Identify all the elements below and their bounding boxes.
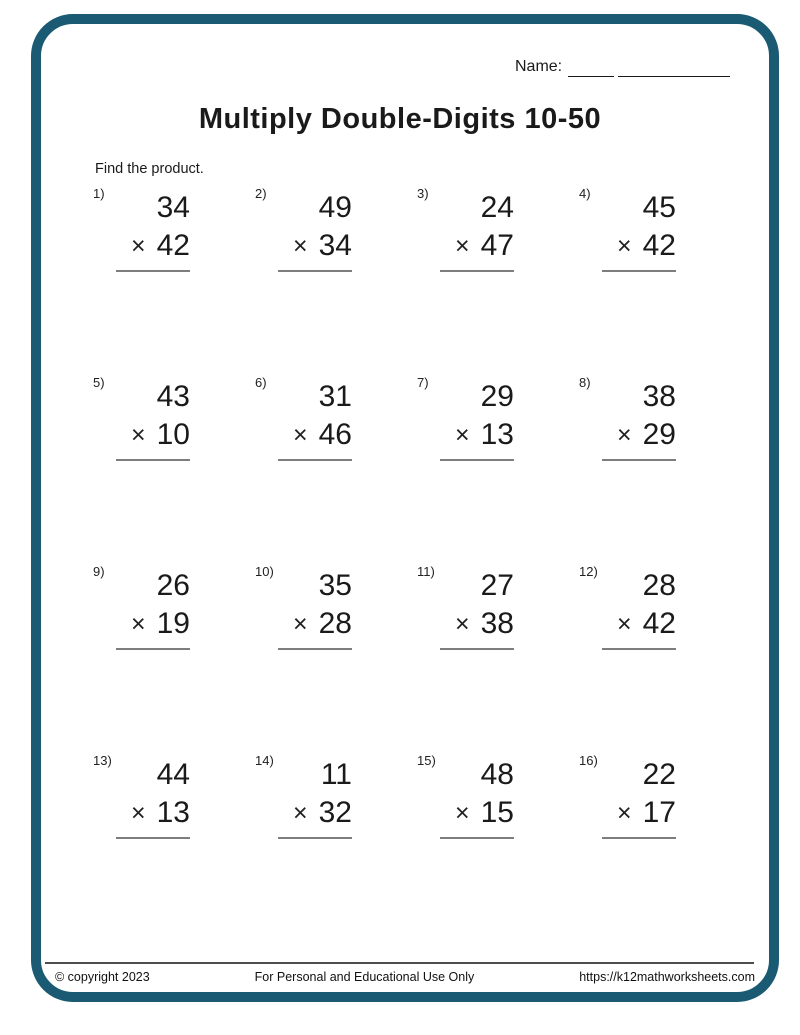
multiplier: 13 [480,418,514,451]
problem-number-label: 2) [255,186,267,201]
multiplicand: 48 [480,758,514,791]
problem-number-label: 7) [417,375,429,390]
multiplicand: 22 [642,758,676,791]
problem-work-area [108,750,190,839]
problem-work-area [270,183,352,272]
times-sign: × [455,232,470,260]
multiplier: 13 [156,796,190,829]
problem-6 [252,372,414,561]
times-sign: × [617,421,632,449]
answer-line [116,837,190,839]
multiplier: 10 [156,418,190,451]
worksheet-title: Multiply Double-Digits 10-50 [198,103,602,135]
problem-work-area [432,750,514,839]
name-label: Name: [515,58,563,75]
answer-line [602,270,676,272]
problem-work-area [108,372,190,461]
answer-line [602,648,676,650]
times-sign: × [131,799,146,827]
problem-work-area [594,372,676,461]
problem-work-area [432,372,514,461]
multiplier: 19 [156,607,190,640]
problem-number-label: 1) [93,186,105,201]
answer-line [116,459,190,461]
multiplicand: 28 [642,569,676,602]
times-sign: × [617,610,632,638]
problem-number-label: 6) [255,375,267,390]
problem-10 [252,561,414,750]
multiplicand: 45 [642,191,676,224]
problem-work-area [432,183,514,272]
name-field [515,58,730,77]
multiplicand: 44 [156,758,190,791]
problem-number-label: 16) [579,753,598,768]
usage-text: For Personal and Educational Use Only [254,970,475,984]
times-sign: × [617,232,632,260]
times-sign: × [293,232,308,260]
times-sign: × [617,799,632,827]
problem-3 [414,183,576,372]
problem-work-area [594,750,676,839]
times-sign: × [293,421,308,449]
answer-line [278,837,352,839]
times-sign: × [293,799,308,827]
multiplier: 32 [318,796,352,829]
answer-line [116,270,190,272]
problem-11 [414,561,576,750]
problem-work-area [432,561,514,650]
problem-1 [90,183,252,372]
multiplier: 38 [480,607,514,640]
problem-7 [414,372,576,561]
multiplier: 42 [156,229,190,262]
problems-grid [90,183,738,939]
multiplicand: 49 [318,191,352,224]
problem-4 [576,183,738,372]
problem-work-area [270,372,352,461]
problem-number-label: 8) [579,375,591,390]
problem-work-area [270,750,352,839]
multiplicand: 38 [642,380,676,413]
name-line [618,59,730,77]
answer-line [440,270,514,272]
answer-line [278,270,352,272]
problem-number-label: 10) [255,564,274,579]
multiplier: 34 [318,229,352,262]
problem-number-label: 11) [417,564,435,579]
problem-work-area [594,183,676,272]
multiplicand: 29 [480,380,514,413]
multiplicand: 24 [480,191,514,224]
footer [55,970,755,984]
problem-8 [576,372,738,561]
multiplicand: 11 [320,758,352,791]
problem-2 [252,183,414,372]
name-line [568,59,614,77]
answer-line [278,459,352,461]
answer-line [116,648,190,650]
problem-number-label: 4) [579,186,591,201]
problem-9 [90,561,252,750]
problem-number-label: 14) [255,753,274,768]
multiplicand: 35 [318,569,352,602]
answer-line [440,837,514,839]
answer-line [278,648,352,650]
problem-work-area [108,183,190,272]
multiplier: 46 [318,418,352,451]
problem-number-label: 5) [93,375,105,390]
multiplier: 42 [642,229,676,262]
multiplier: 29 [642,418,676,451]
problem-14 [252,750,414,939]
times-sign: × [131,421,146,449]
times-sign: × [293,610,308,638]
problem-15 [414,750,576,939]
times-sign: × [455,610,470,638]
times-sign: × [455,799,470,827]
answer-line [602,837,676,839]
instruction-text: Find the product. [95,161,204,177]
copyright-text: © copyright 2023 [55,970,150,984]
answer-line [440,459,514,461]
problem-number-label: 3) [417,186,429,201]
answer-line [440,648,514,650]
multiplier: 17 [642,796,676,829]
problem-work-area [108,561,190,650]
footer-divider [45,962,754,964]
times-sign: × [131,232,146,260]
multiplicand: 34 [156,191,190,224]
answer-line [602,459,676,461]
problem-number-label: 13) [93,753,112,768]
problem-work-area [594,561,676,650]
problem-5 [90,372,252,561]
problem-13 [90,750,252,939]
problem-number-label: 9) [93,564,105,579]
times-sign: × [131,610,146,638]
problem-16 [576,750,738,939]
website-url: https://k12mathworksheets.com [579,970,755,984]
multiplicand: 43 [156,380,190,413]
multiplier: 47 [480,229,514,262]
multiplicand: 27 [480,569,514,602]
problem-number-label: 12) [579,564,598,579]
multiplicand: 26 [156,569,190,602]
problem-number-label: 15) [417,753,436,768]
multiplier: 28 [318,607,352,640]
multiplicand: 31 [318,380,352,413]
times-sign: × [455,421,470,449]
problem-12 [576,561,738,750]
problem-work-area [270,561,352,650]
multiplier: 42 [642,607,676,640]
multiplier: 15 [480,796,514,829]
